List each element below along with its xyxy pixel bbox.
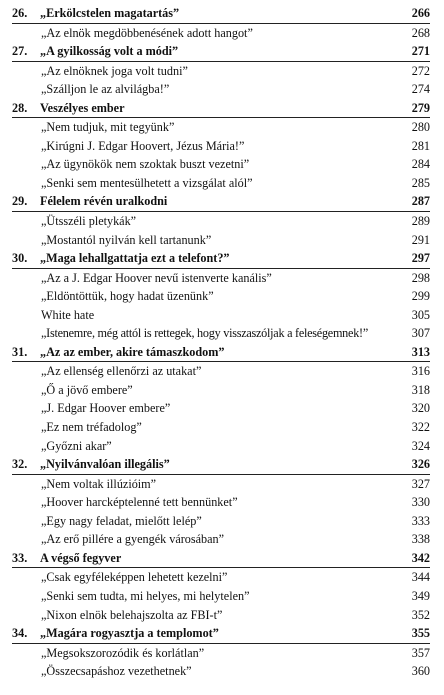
page-number: 299 <box>411 289 430 304</box>
page-number: 318 <box>411 382 430 397</box>
page-number: 287 <box>411 194 430 209</box>
section-title: „Csak egyféleképpen lehetett kezelni” <box>41 570 228 585</box>
section-title: „Nem voltak illúzióim” <box>41 476 157 491</box>
page-number: 322 <box>411 420 430 435</box>
section-title: „Az ellenség ellenőrzi az utakat” <box>41 364 202 379</box>
section-title: „Megsokszorozódik és korlátlan” <box>41 645 205 660</box>
page-number: 320 <box>411 401 430 416</box>
section-title: „Az elnöknek joga volt tudni” <box>41 63 188 78</box>
page-number: 355 <box>411 626 430 641</box>
toc-subentry <box>12 530 430 549</box>
page-number: 271 <box>411 44 430 59</box>
section-title: „Hoover harcképtelenné tett bennünket” <box>41 495 238 510</box>
page-number: 289 <box>411 214 430 229</box>
toc-subentry <box>12 606 430 625</box>
toc-chapter-entry <box>12 343 430 363</box>
toc-subentry <box>12 231 430 250</box>
toc-chapter-entry <box>12 192 430 212</box>
chapter-number: 27. <box>12 44 28 59</box>
toc-subentry <box>12 212 430 231</box>
toc-subentry <box>12 381 430 400</box>
chapter-title: „Magára rogyasztja a templomot” <box>40 626 219 641</box>
chapter-title: „Nyilvánvalóan illegális” <box>40 457 170 472</box>
section-title: „Mostantól nyilván kell tartanunk” <box>41 232 212 247</box>
page-number: 274 <box>411 82 430 97</box>
toc-chapter-entry <box>12 42 430 62</box>
toc-chapter-entry <box>12 4 430 24</box>
page-number: 360 <box>411 664 430 679</box>
chapter-number: 30. <box>12 251 28 266</box>
toc-chapter-entry <box>12 455 430 475</box>
section-title: „Győzni akar” <box>41 438 112 453</box>
page-number: 305 <box>411 307 430 322</box>
page-number: 357 <box>411 645 430 660</box>
chapter-number: 26. <box>12 6 28 20</box>
page-number: 326 <box>411 457 430 472</box>
chapter-number: 31. <box>12 344 28 359</box>
page-number: 279 <box>411 100 430 115</box>
page-number: 327 <box>411 476 430 491</box>
section-title: „Összecsapáshoz vezethetnek” <box>41 664 192 679</box>
toc-subentry <box>12 399 430 418</box>
toc-subentry <box>12 437 430 456</box>
toc-subentry <box>12 118 430 137</box>
toc-subentry <box>12 174 430 193</box>
section-title: „Ütsszéli pletykák” <box>41 214 137 229</box>
page-number: 266 <box>411 6 430 20</box>
toc-subentry <box>12 475 430 494</box>
page-number: 307 <box>411 326 430 341</box>
section-title: „Kirúgni J. Edgar Hoovert, Jézus Mária!” <box>41 138 245 153</box>
page-number: 285 <box>411 175 430 190</box>
chapter-title: A végső fegyver <box>40 550 122 565</box>
toc-subentry <box>12 362 430 381</box>
page-number: 280 <box>411 120 430 135</box>
toc-subentry <box>12 324 430 343</box>
chapter-number: 28. <box>12 100 28 115</box>
toc-subentry <box>12 568 430 587</box>
toc-subentry <box>12 137 430 156</box>
section-title: „Eldöntöttük, hogy hadat üzenünk” <box>41 289 214 304</box>
section-title: „Az ügynökök nem szoktak buszt vezetni” <box>41 157 250 172</box>
page-number: 284 <box>411 157 430 172</box>
section-title: „Nixon elnök belehajszolta az FBI-t” <box>41 607 223 622</box>
toc-chapter-entry <box>12 249 430 269</box>
toc-chapter-entry <box>12 549 430 569</box>
toc-subentry <box>12 418 430 437</box>
chapter-number: 34. <box>12 626 28 641</box>
section-title: „J. Edgar Hoover embere” <box>41 401 171 416</box>
section-title: „Az a J. Edgar Hoover nevű istenverte kanális” <box>41 270 272 285</box>
section-title: „Egy nagy feladat, mielőtt lelép” <box>41 513 202 528</box>
page-number: 297 <box>411 251 430 266</box>
section-title: „Az erő pillére a gyengék városában” <box>41 532 225 547</box>
page-number: 330 <box>411 495 430 510</box>
toc-chapter-entry <box>12 624 430 644</box>
chapter-title: „Az az ember, akire támaszkodom” <box>40 344 225 359</box>
toc-subentry <box>12 62 430 81</box>
section-title: White hate <box>41 307 95 322</box>
chapter-title: „A gyilkosság volt a módi” <box>40 44 179 59</box>
chapter-title: „Erkölcstelen magatartás” <box>40 6 180 20</box>
toc-subentry <box>12 269 430 288</box>
chapter-number: 29. <box>12 194 28 209</box>
section-title: „Nem tudjuk, mit tegyünk” <box>41 120 175 135</box>
section-title: „Istenemre, még attól is rettegek, hogy visszaszóljak a feleségemnek!” <box>41 326 368 341</box>
chapter-number: 33. <box>12 550 28 565</box>
page-number: 349 <box>411 588 430 603</box>
toc-subentry <box>12 287 430 306</box>
page-number: 272 <box>411 63 430 78</box>
page-number: 291 <box>411 232 430 247</box>
page-number: 338 <box>411 532 430 547</box>
page-number: 298 <box>411 270 430 285</box>
toc-subentry <box>12 587 430 606</box>
toc-chapter-entry <box>12 99 430 119</box>
toc-subentry <box>12 493 430 512</box>
section-title: „Szálljon le az alvilágba!” <box>41 82 170 97</box>
page-number: 313 <box>411 344 430 359</box>
section-title: „Senki sem tudta, mi helyes, mi helytelen” <box>41 588 250 603</box>
page-number: 316 <box>411 364 430 379</box>
toc-subentry <box>12 80 430 99</box>
chapter-number: 32. <box>12 457 28 472</box>
chapter-title: „Maga lehallgattatja ezt a telefont?” <box>40 251 230 266</box>
section-title: „Ez nem tréfadolog” <box>41 420 142 435</box>
toc-subentry <box>12 24 430 43</box>
page-number: 268 <box>411 25 430 40</box>
page-number: 324 <box>411 438 430 453</box>
toc-subentry <box>12 306 430 325</box>
toc-subentry <box>12 644 430 663</box>
section-title: „Az elnök megdöbbenésének adott hangot” <box>41 25 253 40</box>
section-title: „Ő a jövő embere” <box>41 382 133 397</box>
page-number: 333 <box>411 513 430 528</box>
page-number: 281 <box>411 138 430 153</box>
table-of-contents <box>12 4 430 681</box>
chapter-title: Veszélyes ember <box>40 100 125 115</box>
chapter-title: Félelem révén uralkodni <box>40 194 168 209</box>
page-number: 344 <box>411 570 430 585</box>
page-number: 342 <box>411 550 430 565</box>
page-number: 352 <box>411 607 430 622</box>
toc-subentry <box>12 512 430 531</box>
toc-subentry <box>12 662 430 681</box>
section-title: „Senki sem mentesülhetett a vizsgálat alól” <box>41 175 253 190</box>
toc-subentry <box>12 155 430 174</box>
